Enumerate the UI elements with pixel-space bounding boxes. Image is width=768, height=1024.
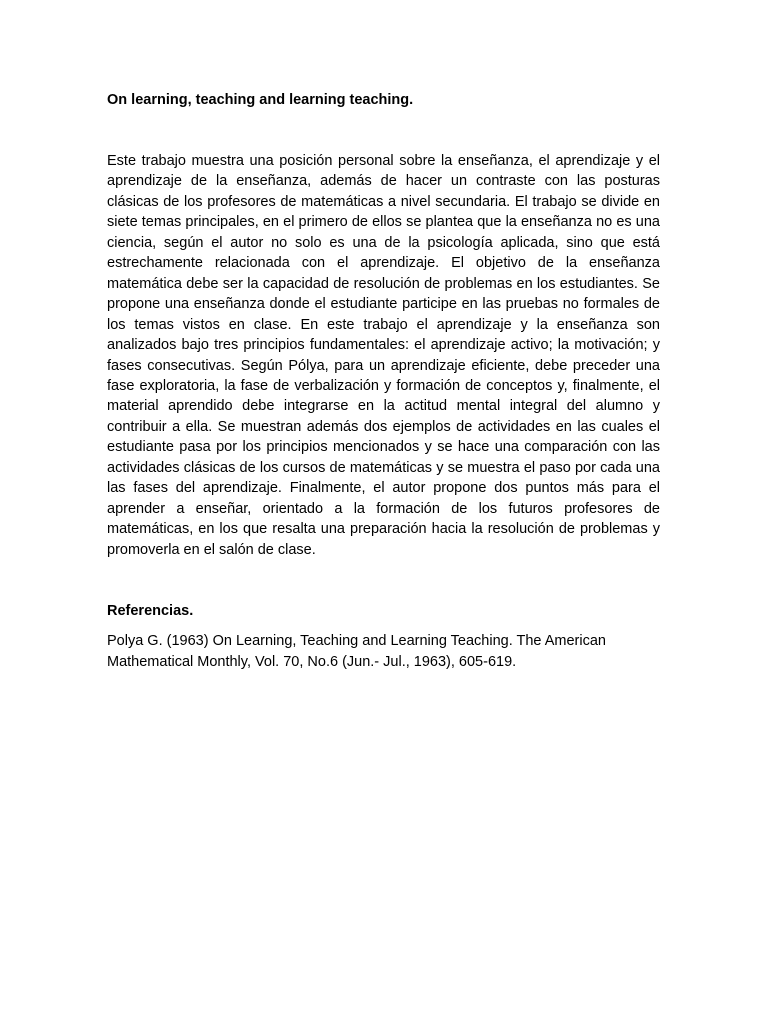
references-heading: Referencias. [107, 603, 194, 620]
document-title: On learning, teaching and learning teaching. [107, 92, 414, 108]
reference-item: Polya G. (1963) On Learning, Teaching and Learning Teaching. The American Mathematical Monthly, Vol. 70, No.6 (Jun.- Jul., 1963), 605-619. [107, 633, 606, 670]
abstract-paragraph: Este trabajo muestra una posición personal sobre la enseñanza, el aprendizaje y el aprendizaje de la enseñanza, además de hacer un contraste con las posturas clásicas de los profesores de matemáticas a nivel secundaria. El trabajo se divide en siete temas principales, en el primero de ellos se plantea que la enseñanza no es una ciencia, según el autor no solo es una de la psicología aplicada, sino que está estrechamente relacionada con el aprendizaje. El objetivo de la enseñanza matemática debe ser la capacidad de resolución de problemas en los estudiantes. Se propone una enseñanza donde el estudiante participe en las pruebas no formales de los temas vistos en clase. En este trabajo el aprendizaje y la enseñanza son analizados bajo tres principios fundamentales: el aprendizaje activo; la motivación; y fases consecutivas. Según Pólya, para un aprendizaje eficiente, debe preceder una fase exploratoria, la fase de verbalización y formación de conceptos y, finalmente, el material aprendido debe integrarse en la actitud mental integral del alumno y contribuir a ella. Se muestran además dos ejemplos de actividades en las cuales el estudiante pasa por los principios mencionados y se hace una comparación con las actividades clásicas de los cursos de matemáticas y se muestra el paso por cada una las fases del aprendizaje. Finalmente, el autor propone dos puntos más para el aprender a enseñar, orientado a la formación de los futuros profesores de matemáticas, en los que resalta una preparación hacia la resolución de problemas y promoverla en el salón de clase. [107, 153, 660, 558]
document-page [107, 90, 660, 672]
